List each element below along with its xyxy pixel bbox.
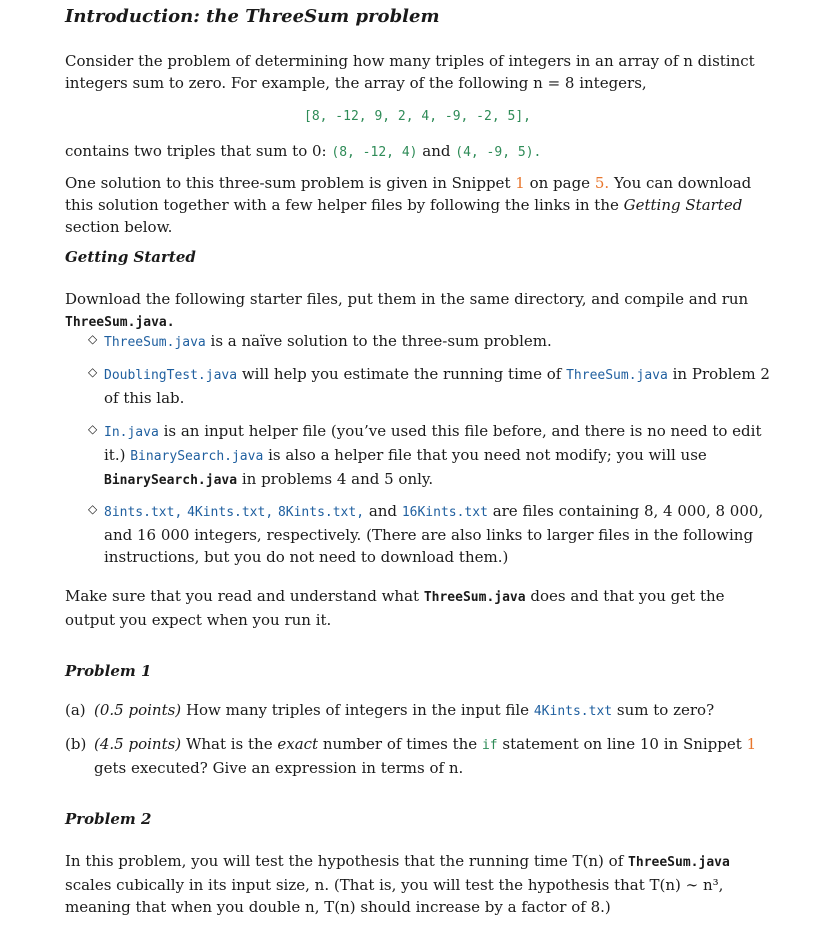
example-array: [8, -12, 9, 2, 4, -9, -2, 5], bbox=[304, 109, 531, 124]
page-link[interactable]: 5. bbox=[594, 174, 610, 192]
if-keyword: if bbox=[481, 738, 498, 753]
snippet-link[interactable]: 1 bbox=[746, 735, 757, 753]
triple-two: (4, -9, 5). bbox=[455, 145, 542, 160]
8kints-link[interactable]: 8Kints.txt, bbox=[277, 505, 365, 520]
threesum-file-ref: ThreeSum.java bbox=[423, 590, 526, 605]
problem2-paragraph: In this problem, you will test the hypothesis that the running time T(n) of ThreeSum.java scales cubically in its input size, n. (That is, you will test the hypothesis that T(n) ∼ n³, meaning that when you double n, T(n) should increase by a factor of 8.) bbox=[65, 852, 730, 916]
part-a-text: (0.5 points) How many triples of integers in the input file 4Kints.txt sum to zero? bbox=[94, 701, 715, 719]
problem2-heading: Problem 2 bbox=[65, 810, 152, 828]
understand-paragraph: Make sure that you read and understand what ThreeSum.java does and that you get the output you expect when you run it. bbox=[65, 587, 725, 629]
intro-paragraph: Consider the problem of determining how many triples of integers in an array of n distinct integers sum to zero. For example, the array of the following n = 8 integers, bbox=[65, 52, 755, 92]
list-item: 8ints.txt, 4Kints.txt, 8Kints.txt, and 16Kints.txt are files containing 8, 4 000, 8 000, and 16 000 integers, respectively. (There are also links to larger files in the following instructions, but you do not need to download them.) bbox=[104, 502, 764, 566]
triple-one: (8, -12, 4) bbox=[331, 145, 418, 160]
triples-sentence: contains two triples that sum to 0: (8, -12, 4) and (4, -9, 5). bbox=[65, 142, 542, 160]
bullet-diamond-icon: ◇ bbox=[88, 365, 98, 379]
problem1-heading: Problem 1 bbox=[65, 662, 152, 680]
snippet-link[interactable]: 1 bbox=[515, 174, 525, 192]
solution-paragraph: One solution to this three-sum problem is given in Snippet 1 on page 5. You can download this solution together with a few helper files by following the links in the Getting Started section below. bbox=[65, 174, 752, 236]
binarysearch-ref: BinarySearch.java bbox=[104, 473, 238, 488]
list-item: ThreeSum.java is a naïve solution to the three-sum problem. bbox=[104, 332, 552, 350]
bullet-diamond-icon: ◇ bbox=[88, 422, 98, 436]
threesum-file-ref: ThreeSum.java. bbox=[65, 315, 175, 330]
8ints-link[interactable]: 8ints.txt, bbox=[104, 505, 183, 520]
threesum-link[interactable]: ThreeSum.java bbox=[104, 335, 206, 350]
bullet-diamond-icon: ◇ bbox=[88, 502, 98, 516]
part-a-label: (a) bbox=[65, 701, 86, 719]
4kints-link[interactable]: 4Kints.txt bbox=[533, 704, 613, 719]
in-java-link[interactable]: In.java bbox=[104, 425, 159, 440]
4kints-link[interactable]: 4Kints.txt, bbox=[187, 505, 274, 520]
getting-started-heading: Getting Started bbox=[65, 248, 196, 266]
part-b-text: (4.5 points) What is the exact number of times the if statement on line 10 in Snippet 1 gets executed? Give an expression in terms of n. bbox=[94, 735, 757, 777]
binarysearch-link[interactable]: BinarySearch.java bbox=[130, 449, 264, 464]
bullet-diamond-icon: ◇ bbox=[88, 332, 98, 346]
threesum-link[interactable]: ThreeSum.java bbox=[566, 368, 668, 383]
list-item: DoublingTest.java will help you estimate the running time of ThreeSum.java in Problem 2 of this lab. bbox=[104, 365, 770, 407]
getting-started-ref: Getting Started bbox=[623, 196, 743, 214]
doublingtest-link[interactable]: DoublingTest.java bbox=[104, 368, 238, 383]
download-paragraph: Download the following starter files, put them in the same directory, and compile and run ThreeSum.java. bbox=[65, 290, 749, 330]
list-item: In.java is an input helper file (you’ve used this file before, and there is no need to edit it.) BinarySearch.java is also a helper file that you need not modify; you will use BinarySearch.java in problems 4 and 5 only. bbox=[104, 422, 762, 488]
page-title: Introduction: the ThreeSum problem bbox=[65, 6, 440, 27]
part-b-label: (b) bbox=[65, 735, 87, 753]
16kints-link[interactable]: 16Kints.txt bbox=[401, 505, 488, 520]
threesum-file-ref: ThreeSum.java bbox=[628, 855, 730, 870]
